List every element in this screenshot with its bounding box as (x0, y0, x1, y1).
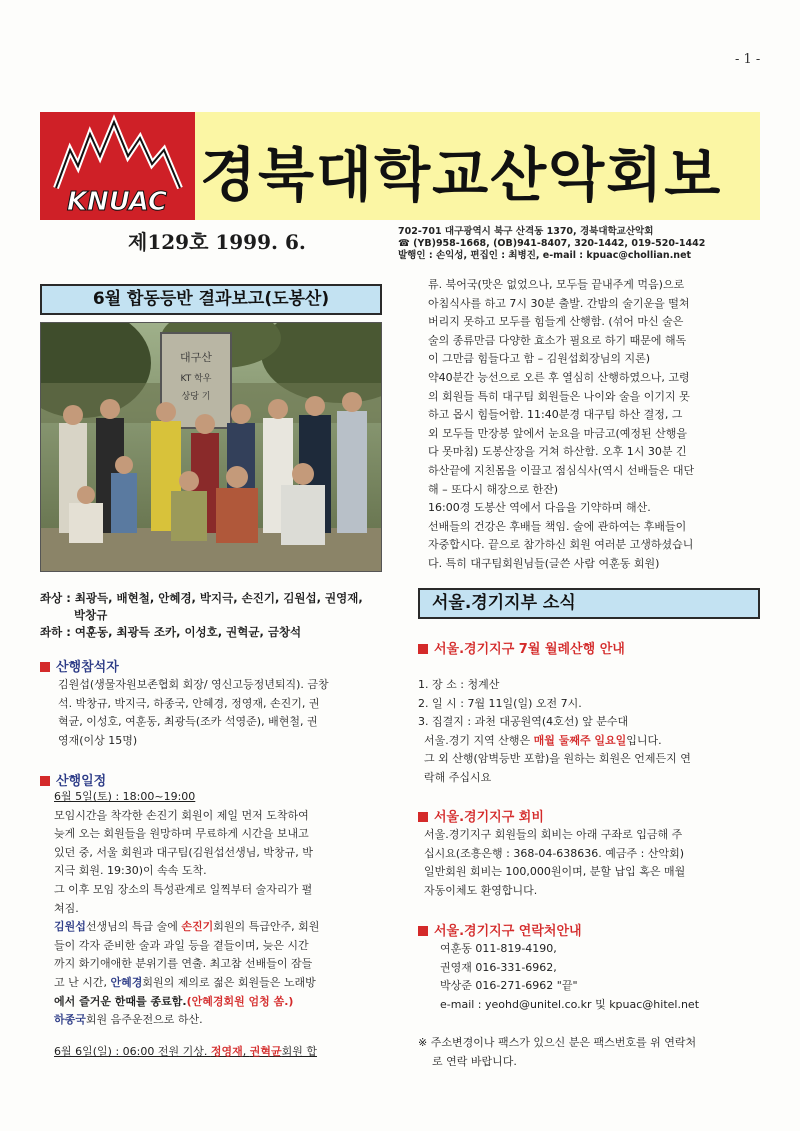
member-name: 김원섭 (54, 920, 86, 934)
notice-place: 1. 장 소 : 청계산 (418, 678, 500, 691)
publisher-address (398, 226, 768, 262)
attendees-heading-label: 산행참석자 (56, 660, 119, 675)
footnote (418, 1034, 768, 1071)
text-line: 석. 박창규, 박지극, 하종국, 안혜경, 정영재, 손진기, 권 (58, 696, 320, 710)
issue-number: 제129호 1999. 6. (128, 230, 306, 254)
text-line: 서울.경기지구 회원들의 회비는 아래 구좌로 입금해 주 (424, 828, 683, 841)
schedule-text (54, 788, 389, 1030)
publisher-line: 발행인 : 손익성, 편집인 : 최병진, e-mail : kpuac@chollian.net (398, 250, 692, 261)
group-photo (40, 322, 382, 572)
schedule-day1: 6월 5일(토) : 18:00~19:00 (54, 790, 196, 803)
bullet-square-icon (40, 776, 50, 786)
photo-caption (40, 590, 390, 641)
text-line: 김원섭(생물자원보존협회 회장/ 영신고등정년퇴직). 금창 (58, 678, 329, 691)
mountain-logo-icon (40, 112, 195, 220)
schedule-day2 (54, 1043, 317, 1062)
photo-sign-text: KT 학우 (180, 374, 212, 384)
text-line: ※ 주소변경이나 팩스가 있으신 분은 팩스번호를 위 연락처 (418, 1036, 697, 1049)
text-line: 아침식사를 하고 7시 30분 출발. 간밤의 술기운을 떨쳐 (428, 296, 690, 310)
text-line: 의 회원들 특히 대구팀 회원들은 나이와 술을 이기지 못 (428, 389, 690, 403)
text-line (54, 1011, 389, 1030)
text-line: 혁균, 이성호, 여훈동, 최광득(조카 석영준), 배현철, 권 (58, 715, 318, 729)
member-name: 안혜경 (110, 975, 143, 989)
logo-text: KNUAC (66, 187, 168, 217)
highlight-text: 매월 둘째주 일요일 (533, 733, 627, 747)
dues-heading (418, 806, 544, 825)
member-name: 정영재 (210, 1045, 243, 1058)
text-line: 자중합시다. 끝으로 참가하신 회원 여러분 고생하셨습니 (428, 538, 694, 552)
text-line (418, 732, 768, 751)
text-line: 로 연락 바랍니다. (432, 1054, 517, 1068)
contact-email: e-mail : yeohd@unitel.co.kr 및 kpuac@hitel.net (440, 997, 700, 1011)
member-name: 하종국 (54, 1013, 86, 1027)
text-line: 일반회원 회비는 100,000원이며, 분할 납입 혹은 매월 (424, 865, 686, 879)
text-line: 약40분간 능선으로 오른 후 열심히 산행하였으나, 고령 (428, 370, 690, 384)
text-line: 선배들의 건강은 후배들 책임. 술에 관하여는 후배들이 (428, 519, 687, 533)
text-line: 락해 주십시요 (424, 770, 492, 784)
article-banner: 6월 합동등반 결과보고(도봉산) (40, 284, 382, 315)
text-line: 모임시간을 착각한 손진기 회원이 제일 먼저 도착하여 (54, 808, 309, 822)
text-line: 쳐짐. (54, 901, 79, 915)
bullet-square-icon (40, 662, 50, 672)
text-fragment: 회원의 특급안주, 회원 (213, 920, 320, 934)
photo-sign-text: 대구산 (180, 351, 212, 364)
text-line: 십시요(조흥은행 : 368-04-638636. 예금주 : 산악회) (424, 846, 685, 860)
address-line: 702-701 대구광역시 북구 산격동 1370, 경북대학교산악회 (398, 226, 654, 237)
text-fragment: 입니다. (626, 733, 662, 747)
text-line (54, 918, 389, 937)
member-name: 권혁균 (249, 1045, 282, 1058)
newsletter-title: 경북대학교산악회보 (200, 141, 723, 209)
text-line: 다 못마침) 도봉산장을 거쳐 하산함. 오후 1시 30분 긴 (428, 445, 687, 459)
text-line: 자동이체도 환영합니다. (424, 883, 538, 897)
text-fragment: 6월 6일(일) : 06:00 전원 기상. (54, 1045, 211, 1058)
caption-line: 박창규 (74, 608, 108, 622)
text-line: 술의 종류만큼 다양한 효소가 필요로 하기 때문에 해독 (428, 333, 687, 347)
text-line: 해 – 또다시 해장으로 한잔) (428, 482, 559, 496)
text-line: 하고 몹시 힘들어함. 11:40분경 대구팀 하산 결정, 그 (428, 408, 683, 422)
text-line: 영재(이상 15명) (58, 733, 138, 747)
text-line: 들이 각자 준비한 술과 과일 등을 곁들이며, 늦은 시간 (54, 938, 309, 952)
contact-heading-label: 서울.경기지구 연락처안내 (434, 924, 582, 939)
report-continuation (428, 276, 768, 574)
photo-sign-text: 상당 기 (181, 392, 211, 402)
schedule-heading (40, 770, 106, 789)
text-line: 16:00경 도봉산 역에서 다음을 기약하며 해산. (428, 501, 651, 515)
text-line (54, 993, 389, 1012)
contact-line: 박상준 016-271-6962 "끝" (440, 979, 578, 993)
hiking-notice-heading-label: 서울.경기지구 7월 월례산행 안내 (434, 642, 625, 657)
contact-body (440, 940, 770, 1014)
phone-line: ☎ (YB)958-1668, (OB)941-8407, 320-1442, 019-520-1442 (398, 238, 706, 249)
notice-date: 2. 일 시 : 7월 11일(일) 오전 7시. (418, 696, 582, 710)
text-fragment: 고 난 시간, (54, 975, 111, 989)
contact-heading (418, 920, 582, 939)
text-line: 하산끝에 지친몸을 이끌고 점심식사(역시 선배들은 대단 (428, 463, 695, 477)
caption-line: 좌상 : 최광득, 배현철, 안혜경, 박지극, 손진기, 김원섭, 권영재, (40, 591, 363, 605)
dues-heading-label: 서울.경기지구 회비 (434, 810, 544, 825)
text-fragment: 회원 합 (281, 1045, 318, 1058)
highlight-text: (안혜경회원 엄청 쏨.) (186, 994, 294, 1008)
bullet-square-icon (418, 644, 428, 654)
text-line: 그 이후 모임 장소의 특성관계로 일찍부터 술자리가 펼 (54, 882, 313, 896)
text-fragment: , (242, 1045, 250, 1058)
attendees-heading (40, 656, 119, 675)
text-fragment: 회원 음주운전으로 하산. (85, 1013, 203, 1027)
notice-meeting-point: 3. 집결지 : 과천 대공원역(4호선) 앞 분수대 (418, 715, 629, 729)
page-number: - 1 - (735, 52, 761, 67)
text-line: 늦게 오는 회원들을 원망하며 무료하게 시간을 보내고 (54, 827, 309, 841)
text-line: 이 그만큼 힘들다고 함 – 김원섭회장님의 지론) (428, 352, 651, 366)
text-line (54, 974, 389, 993)
dues-body (424, 826, 769, 900)
hiking-notice-body (418, 676, 768, 788)
group-photo-image (41, 323, 382, 572)
text-line: 지극 회원. 19:30)이 속속 도착. (54, 864, 207, 878)
text-line: 까지 화기애애한 분위기를 연출. 최고참 선배들이 잠들 (54, 957, 313, 971)
text-line: 그 외 산행(암벽등반 포함)을 원하는 회원은 언제든지 연 (424, 752, 691, 766)
text-fragment: 선생님의 특급 술에 (85, 920, 182, 934)
contact-line: 권영재 016-331-6962, (440, 960, 557, 974)
text-line: 류. 북어국(맛은 없었으나, 모두들 끝내주게 먹음)으로 (428, 278, 685, 291)
text-line: 버리지 못하고 모두를 힘들게 산행함. (섞어 마신 술은 (428, 315, 684, 329)
caption-line: 좌하 : 여훈동, 최광득 조카, 이성호, 권혁균, 금창석 (40, 625, 302, 639)
text-line: 있던 중, 서울 회원과 대구팀(김원섭선생님, 박창규, 박 (54, 845, 313, 859)
text-fragment: 회원의 제의로 젊은 회원들은 노래방 (142, 975, 316, 989)
schedule-heading-label: 산행일정 (56, 774, 107, 789)
bullet-square-icon (418, 812, 428, 822)
attendees-text (58, 676, 388, 750)
member-name: 손진기 (181, 920, 214, 934)
text-fragment: 서울.경기 지역 산행은 (424, 733, 534, 747)
branch-news-banner: 서울.경기지부 소식 (418, 588, 760, 619)
text-line: 다. 특히 대구팀회원님들(글쓴 사람 여훈동 회원) (428, 556, 660, 570)
hiking-notice-heading (418, 638, 625, 657)
text-fragment: 에서 즐거운 한때를 종료함. (54, 994, 187, 1008)
contact-line: 여훈동 011-819-4190, (440, 942, 557, 955)
text-line: 외 모두들 만장봉 앞에서 눈요을 마금고(예정된 산행을 (428, 426, 688, 440)
bullet-square-icon (418, 926, 428, 936)
